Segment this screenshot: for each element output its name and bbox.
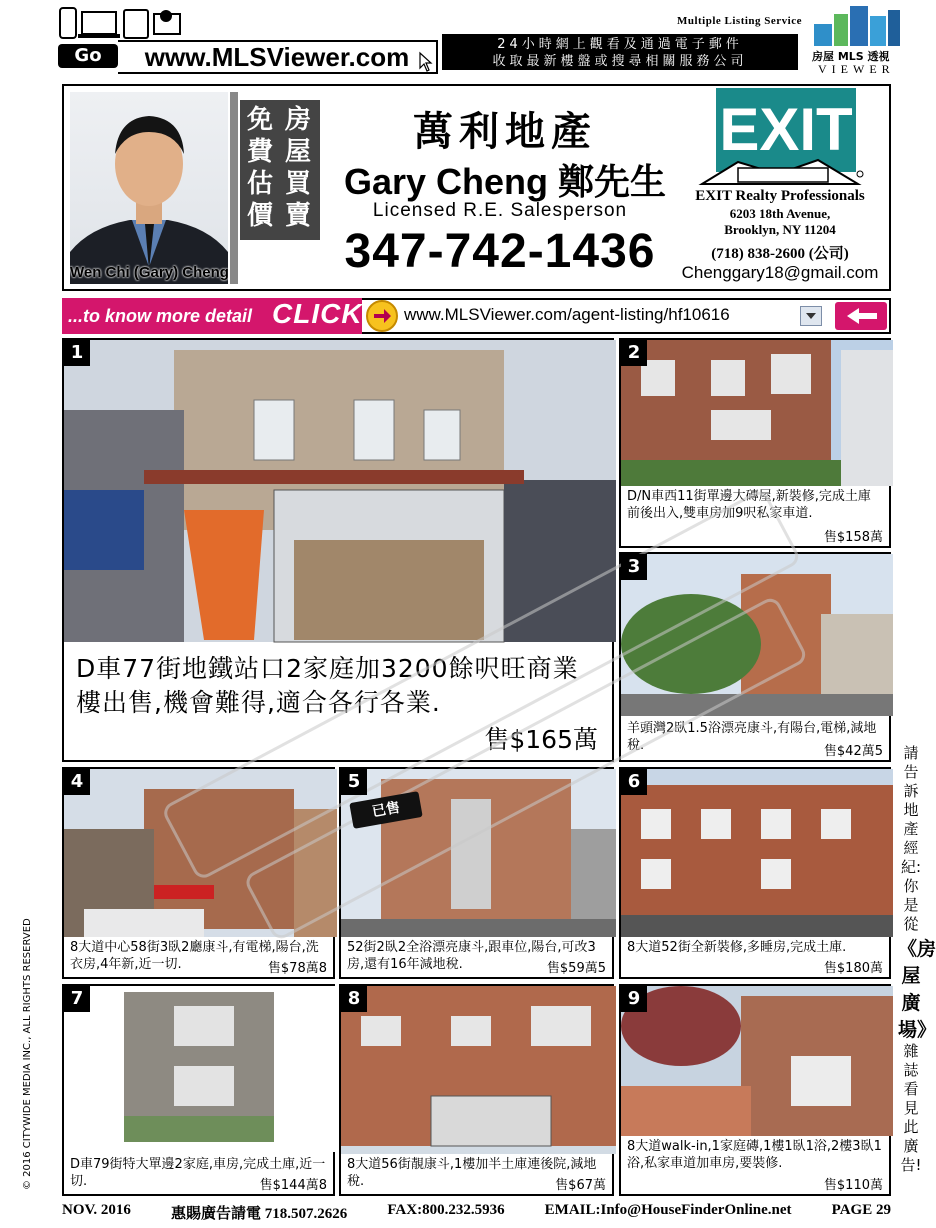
exit-realty-logo — [698, 88, 863, 188]
agent-photo — [70, 92, 228, 284]
devices-icon — [58, 6, 188, 42]
click-banner-text: ...to know more detail — [68, 306, 253, 326]
listing-number: 5 — [341, 769, 367, 795]
cursor-icon — [418, 52, 434, 72]
vertical-text-free-appraisal: 免費估價 — [246, 105, 273, 231]
listing-card-3[interactable] — [619, 552, 891, 762]
listing-photo — [621, 340, 889, 486]
brokerage-address — [680, 206, 880, 238]
agent-phone: 347-742-1436 — [344, 225, 656, 278]
listing-description: D車79街特大單邊2家庭,車房,完成土庫,近一切. — [70, 1157, 326, 1189]
svg-text:EXIT: EXIT — [719, 96, 853, 163]
agent-listing-url[interactable]: www.MLSViewer.com/agent-listing/hf10616 — [404, 305, 730, 324]
listing-photo — [341, 986, 612, 1154]
copyright-notice: © 2016 CITYWIDE MEDIA INC., ALL RIGHTS RESERVED — [22, 918, 33, 1190]
listing-photo — [621, 769, 889, 937]
listing-price: 售$158萬 — [823, 530, 883, 545]
listing-description: 8大道walk-in,1家庭磚,1樓1臥1浴,2樓3臥1浴,私家車道加車房,要裝修. — [627, 1139, 882, 1171]
vertical-text-property-sale: 房屋買賣 — [284, 105, 311, 231]
listing-number: 6 — [621, 769, 647, 795]
agent-name: Gary Cheng 鄭先生 — [343, 161, 667, 202]
side-notice-line-2: 雜誌看見此廣告! — [900, 1042, 922, 1174]
listing-number: 4 — [64, 769, 90, 795]
back-arrow-button[interactable] — [835, 302, 887, 330]
address-line-1: 6203 18th Avenue, — [729, 206, 831, 221]
listing-card-8[interactable] — [339, 984, 614, 1196]
listing-price: 售$165萬 — [484, 725, 598, 754]
listing-card-9[interactable] — [619, 984, 891, 1196]
service-vertical-box — [240, 100, 320, 240]
listing-price: 售$59萬5 — [546, 961, 606, 976]
listing-price: 售$78萬8 — [267, 961, 327, 976]
listing-number: 2 — [621, 340, 647, 366]
listing-description: 羊頭灣2臥1.5浴漂亮康斗,有陽台,電梯,減地稅. — [627, 721, 877, 753]
listing-card-7[interactable] — [62, 984, 335, 1196]
listing-number: 1 — [64, 340, 90, 366]
footer-ad: 惠賜廣告請電 718.507.2626 — [171, 1206, 348, 1222]
listing-description: 8大道中心58街3臥2廳康斗,有電梯,陽台,洗衣房,4年新,近一切. — [70, 940, 319, 972]
listing-card-4[interactable] — [62, 767, 335, 979]
agent-title: Licensed R.E. Salesperson — [372, 200, 628, 221]
listing-photo — [64, 986, 333, 1152]
listing-number: 3 — [621, 554, 647, 580]
listing-price: 售$144萬8 — [259, 1178, 327, 1193]
sold-tag: 已售 — [349, 791, 422, 829]
logo-text: 房屋 MLS 透視 — [812, 50, 890, 63]
mls-title: Multiple Listing Service — [676, 15, 802, 27]
listing-number: 8 — [341, 986, 367, 1012]
mls-viewer-logo — [812, 4, 916, 48]
footer-date: NOV. 2016 — [62, 1202, 131, 1218]
listing-number: 9 — [621, 986, 647, 1012]
listing-photo — [621, 554, 889, 716]
footer-page: PAGE 29 — [831, 1202, 891, 1218]
listing-card-2[interactable] — [619, 338, 891, 548]
listing-number: 7 — [64, 986, 90, 1012]
listing-photo — [621, 986, 889, 1136]
header-url-link[interactable]: www.MLSViewer.com — [118, 40, 438, 74]
chevron-down-icon[interactable] — [800, 306, 822, 326]
listing-description: 8大道56街靚康斗,1樓加半土庫連後院,減地稅. — [347, 1157, 597, 1189]
service-description — [442, 34, 798, 70]
side-notice-magazine: 《房屋廣場》 — [898, 938, 936, 1041]
go-label: Go — [58, 44, 118, 68]
office-phone: (718) 838-2600 (公司) — [711, 246, 849, 262]
listing-card-5[interactable] — [339, 767, 614, 979]
listing-photo — [64, 769, 333, 937]
agent-portrait-image — [70, 92, 228, 284]
listing-description: D車77街地鐵站口2家庭加3200餘呎旺商業樓出售,機會難得,適合各行各業. — [76, 654, 579, 717]
listing-photo — [64, 340, 612, 642]
agent-email[interactable]: Chenggary18@gmail.com — [681, 263, 879, 282]
listing-description: 52街2臥2全浴漂亮康斗,跟車位,陽台,可改3房,還有16年減地稅. — [347, 940, 596, 972]
listing-description: 8大道52街全新裝修,多睡房,完成土庫. — [627, 940, 847, 955]
listing-photo — [341, 769, 612, 937]
listing-price: 售$110萬 — [823, 1178, 883, 1193]
click-banner-big-text: CLICK — [272, 298, 363, 329]
side-notice — [898, 744, 936, 1175]
footer-fax: FAX:800.232.5936 — [387, 1202, 505, 1218]
footer — [62, 1202, 891, 1223]
divider-bar — [230, 92, 238, 284]
brokerage-name: EXIT Realty Professionals — [695, 188, 865, 204]
address-line-2: Brooklyn, NY 11204 — [724, 222, 836, 237]
agent-photo-caption: Wen Chi (Gary) Cheng — [70, 264, 229, 281]
footer-email[interactable]: EMAIL:Info@HouseFinderOnline.net — [544, 1202, 792, 1218]
service-line-1: 24小時網上觀看及通過電子郵件 — [497, 37, 743, 52]
listing-card-1[interactable] — [62, 338, 614, 762]
listing-price: 售$42萬5 — [823, 744, 883, 759]
logo-viewer-text: VIEWER — [818, 62, 895, 76]
service-line-2: 收取最新樓盤或搜尋相關服務公司 — [492, 54, 748, 69]
listing-price: 售$180萬 — [823, 961, 883, 976]
listing-price: 售$67萬 — [555, 1178, 606, 1193]
arrow-right-icon[interactable] — [366, 300, 398, 332]
listing-description: D/N車西11街單邊大磚屋,新裝修,完成土庫前後出入,雙車房加9呎私家車道. — [627, 489, 871, 521]
listing-card-6[interactable] — [619, 767, 891, 979]
side-notice-line-1: 請告訴地產經紀:你是從 — [900, 744, 922, 933]
company-name: 萬利地產 — [413, 108, 597, 155]
